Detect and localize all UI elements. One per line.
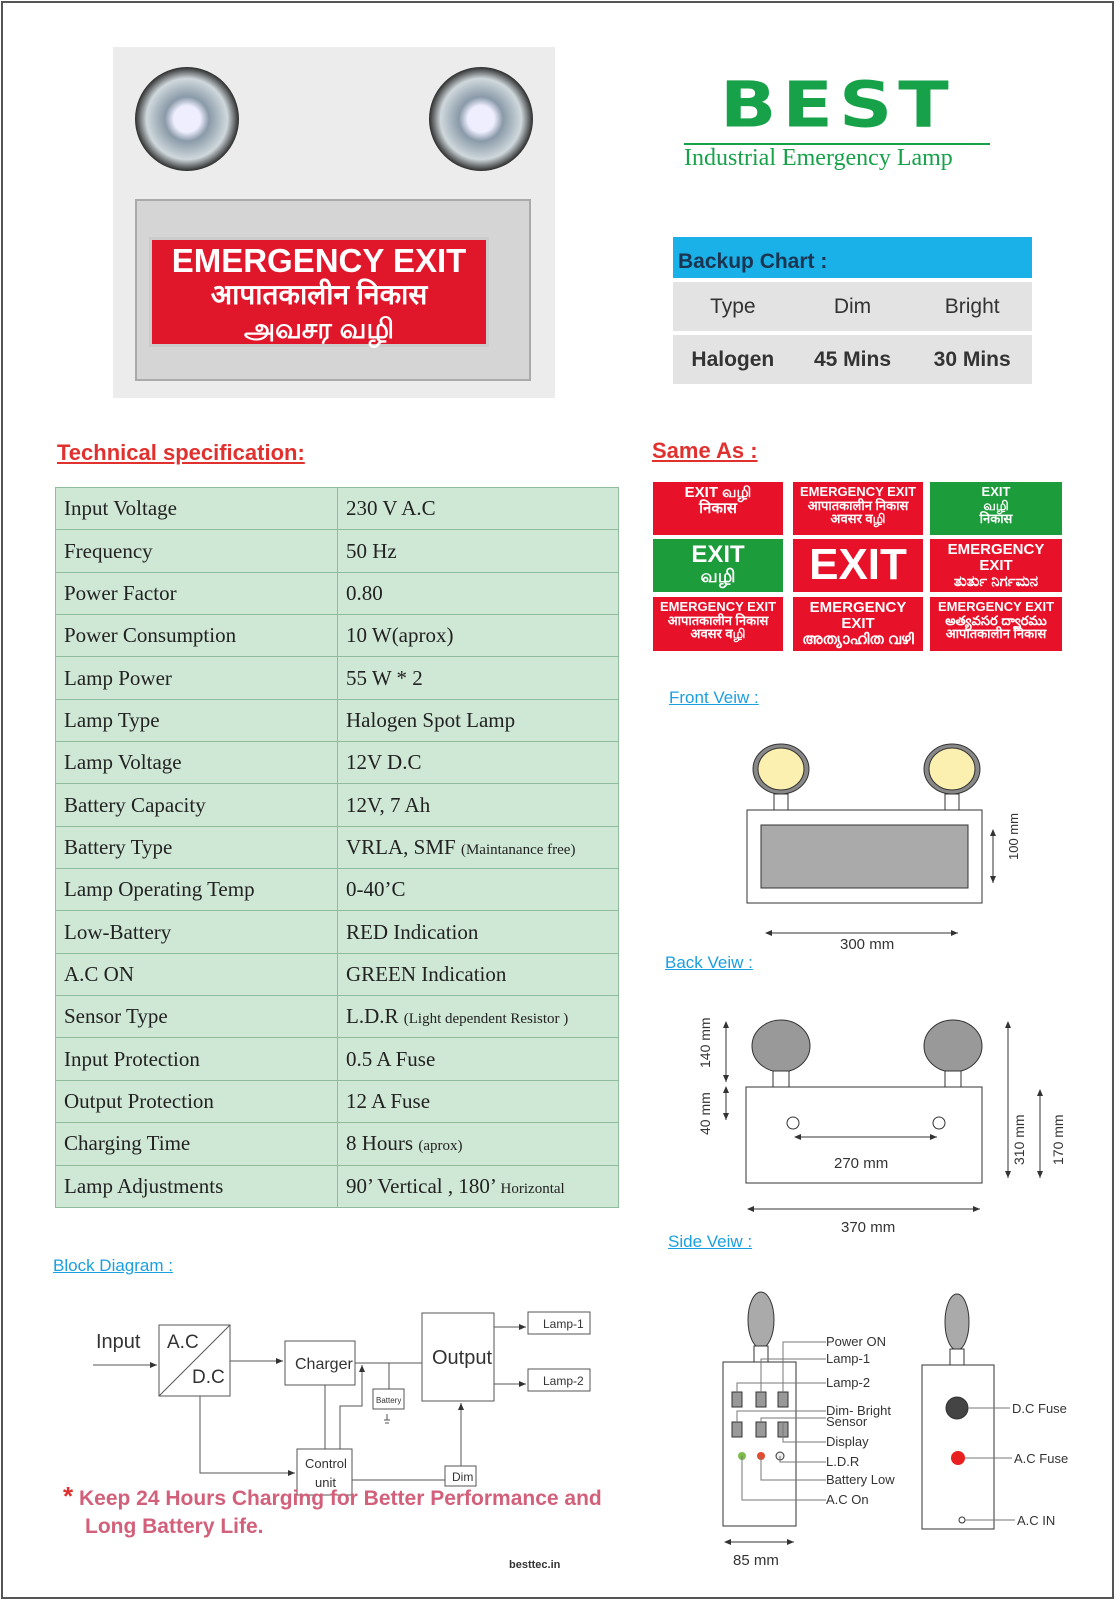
block-unit: unit bbox=[315, 1475, 336, 1490]
spec-value-note: (Light dependent Resistor ) bbox=[403, 1011, 569, 1028]
side-label: Lamp-2 bbox=[826, 1375, 871, 1390]
spec-value-main: 10 W(aprox) bbox=[346, 623, 454, 648]
block-input: Input bbox=[96, 1331, 141, 1353]
spec-label: Power Factor bbox=[56, 572, 338, 614]
spec-label: Charging Time bbox=[56, 1123, 338, 1165]
spec-label: A.C ON bbox=[56, 953, 338, 995]
spec-label: Input Protection bbox=[56, 1038, 338, 1080]
spec-label: Battery Type bbox=[56, 826, 338, 868]
side-label: Power ON bbox=[826, 1334, 886, 1349]
spec-value-main: 55 W * 2 bbox=[346, 665, 423, 690]
rear-label: D.C Fuse bbox=[1012, 1401, 1067, 1416]
cell-dim: 45 Mins bbox=[813, 347, 892, 371]
spec-value-main: Halogen Spot Lamp bbox=[346, 707, 516, 732]
side-label: Battery Low bbox=[826, 1472, 895, 1487]
back-box-height: 170 mm bbox=[1050, 1114, 1066, 1165]
sign-text: अवसर वழி bbox=[690, 626, 746, 642]
spec-label: Lamp Type bbox=[56, 699, 338, 741]
side-width: 85 mm bbox=[733, 1552, 779, 1569]
block-dc: D.C bbox=[192, 1367, 225, 1388]
spec-value-main: GREEN Indication bbox=[346, 961, 507, 986]
spec-value-note: (Maintanance free) bbox=[460, 841, 576, 858]
spec-label: Input Voltage bbox=[56, 488, 338, 530]
block-ac: A.C bbox=[167, 1332, 199, 1353]
spec-title: Technical specification: bbox=[57, 440, 305, 465]
spec-value-main: L.D.R bbox=[346, 1004, 399, 1029]
back-total-height: 310 mm bbox=[1011, 1114, 1027, 1165]
spec-value-main: RED Indication bbox=[346, 919, 479, 944]
spec-value-note: Horizontal bbox=[500, 1180, 565, 1197]
block-lamp1: Lamp-1 bbox=[543, 1317, 584, 1331]
sign-text: EXIT வழி bbox=[684, 484, 752, 501]
front-width-label: 300 mm bbox=[840, 936, 895, 953]
spec-value-main: 0-40’C bbox=[346, 877, 406, 902]
spec-value-main: 50 Hz bbox=[346, 538, 397, 563]
sign-text: வழி bbox=[700, 566, 736, 587]
side-label: A.C On bbox=[826, 1492, 869, 1507]
sign-line: आपातकालीन निकास bbox=[210, 279, 428, 310]
sign-text: അത്യാഹിത വഴി bbox=[802, 630, 914, 648]
sign-text: EMERGENCY EXIT bbox=[947, 541, 1045, 574]
spec-label: Output Protection bbox=[56, 1080, 338, 1122]
spec-value-main: 230 V A.C bbox=[346, 496, 436, 521]
spec-label: Sensor Type bbox=[56, 996, 338, 1038]
sign-text: ತುರ್ತು ನಿರ್ಗಮನ bbox=[953, 572, 1039, 590]
block-lamp2: Lamp-2 bbox=[543, 1374, 584, 1388]
backup-chart-title: Backup Chart : bbox=[673, 237, 1032, 278]
spec-value-main: VRLA, SMF bbox=[346, 834, 456, 859]
spec-value-main: 12V D.C bbox=[346, 750, 422, 775]
charging-note bbox=[63, 1482, 602, 1541]
spec-value-main: 12V, 7 Ah bbox=[346, 792, 431, 817]
sign-text: అత్యవసర ద్వారము bbox=[945, 612, 1047, 628]
spec-label: Battery Capacity bbox=[56, 784, 338, 826]
block-battery: Battery bbox=[376, 1396, 402, 1405]
back-gap: 40 mm bbox=[697, 1092, 713, 1135]
sign-text: EXIT bbox=[691, 541, 745, 568]
website: besttec.in bbox=[509, 1559, 561, 1571]
spec-value-main: 90’ Vertical , 180’ bbox=[346, 1173, 496, 1198]
block-control: Control bbox=[305, 1456, 347, 1471]
spec-label: Lamp Adjustments bbox=[56, 1165, 338, 1207]
block-charger: Charger bbox=[295, 1356, 353, 1373]
sign-text: आपातकालीन निकास bbox=[945, 626, 1047, 642]
sign-text: निकास bbox=[699, 499, 737, 517]
front-height-label: 100 mm bbox=[1006, 813, 1021, 860]
sign-line: அவசர வழி bbox=[243, 313, 395, 344]
same-as-title: Same As : bbox=[652, 438, 758, 463]
sign-text: EMERGENCY EXIT bbox=[799, 484, 917, 499]
spec-label: Lamp Operating Temp bbox=[56, 869, 338, 911]
spec-value-main: 8 Hours bbox=[346, 1131, 414, 1156]
sign-text: வழி bbox=[983, 497, 1009, 513]
sign-text: EMERGENCY EXIT bbox=[659, 599, 777, 614]
spec-label: Lamp Voltage bbox=[56, 742, 338, 784]
front-view-diagram bbox=[747, 744, 993, 933]
spec-value-main: 0.80 bbox=[346, 580, 383, 605]
block-dim: Dim bbox=[452, 1470, 474, 1484]
spec-value-note: (aprox) bbox=[418, 1138, 463, 1155]
rear-label: A.C Fuse bbox=[1014, 1451, 1069, 1466]
side-label: L.D.R bbox=[826, 1454, 860, 1469]
note-line: Keep 24 Hours Charging for Better Performance and bbox=[78, 1487, 602, 1510]
back-view-title: Back Veiw : bbox=[665, 953, 753, 972]
side-label: Lamp-1 bbox=[826, 1351, 871, 1366]
sign-text: EMERGENCY EXIT bbox=[809, 599, 907, 632]
side-view-title: Side Veiw : bbox=[668, 1232, 753, 1251]
back-lamp-height: 140 mm bbox=[697, 1017, 713, 1068]
header-type: Type bbox=[710, 294, 756, 318]
sign-text: EXIT bbox=[981, 484, 1011, 499]
spec-label: Frequency bbox=[56, 530, 338, 572]
header-bright: Bright bbox=[944, 294, 1000, 318]
sign-text: EMERGENCY EXIT bbox=[937, 599, 1055, 614]
block-diagram-title: Block Diagram : bbox=[53, 1256, 173, 1275]
spec-label: Lamp Power bbox=[56, 657, 338, 699]
spec-label: Low-Battery bbox=[56, 911, 338, 953]
spec-label: Power Consumption bbox=[56, 615, 338, 657]
side-label: Display bbox=[826, 1434, 869, 1449]
note-line: Long Battery Life. bbox=[85, 1515, 264, 1538]
side-label: Sensor bbox=[826, 1414, 868, 1429]
spec-value-main: 12 A Fuse bbox=[346, 1088, 431, 1113]
spec-value-main: 0.5 A Fuse bbox=[346, 1046, 436, 1071]
note-asterisk: * bbox=[63, 1481, 74, 1511]
brand-subtitle: Industrial Emergency Lamp bbox=[684, 143, 990, 172]
back-inner-width: 270 mm bbox=[834, 1155, 889, 1172]
back-view-diagram bbox=[726, 1020, 1040, 1209]
rear-label: A.C IN bbox=[1017, 1513, 1056, 1528]
sign-line: EMERGENCY EXIT bbox=[171, 242, 467, 279]
block-output: Output bbox=[432, 1347, 493, 1369]
cell-type: Halogen bbox=[691, 347, 775, 371]
side-label: Dim- Bright bbox=[826, 1403, 892, 1418]
side-view-labels bbox=[826, 1334, 895, 1507]
brand-logo: BEST bbox=[720, 68, 955, 142]
cell-bright: 30 Mins bbox=[933, 347, 1011, 371]
sign-text: आपातकालीन निकास bbox=[667, 612, 769, 628]
header-dim: Dim bbox=[833, 294, 872, 318]
sign-text: EXIT bbox=[809, 540, 907, 589]
sign-text: आपातकालीन निकास bbox=[807, 497, 909, 513]
front-view-title: Front Veiw : bbox=[669, 688, 759, 707]
sign-text: निकास bbox=[979, 511, 1013, 527]
sign-text: अवसर वழி bbox=[830, 511, 886, 527]
back-width: 370 mm bbox=[841, 1219, 896, 1236]
